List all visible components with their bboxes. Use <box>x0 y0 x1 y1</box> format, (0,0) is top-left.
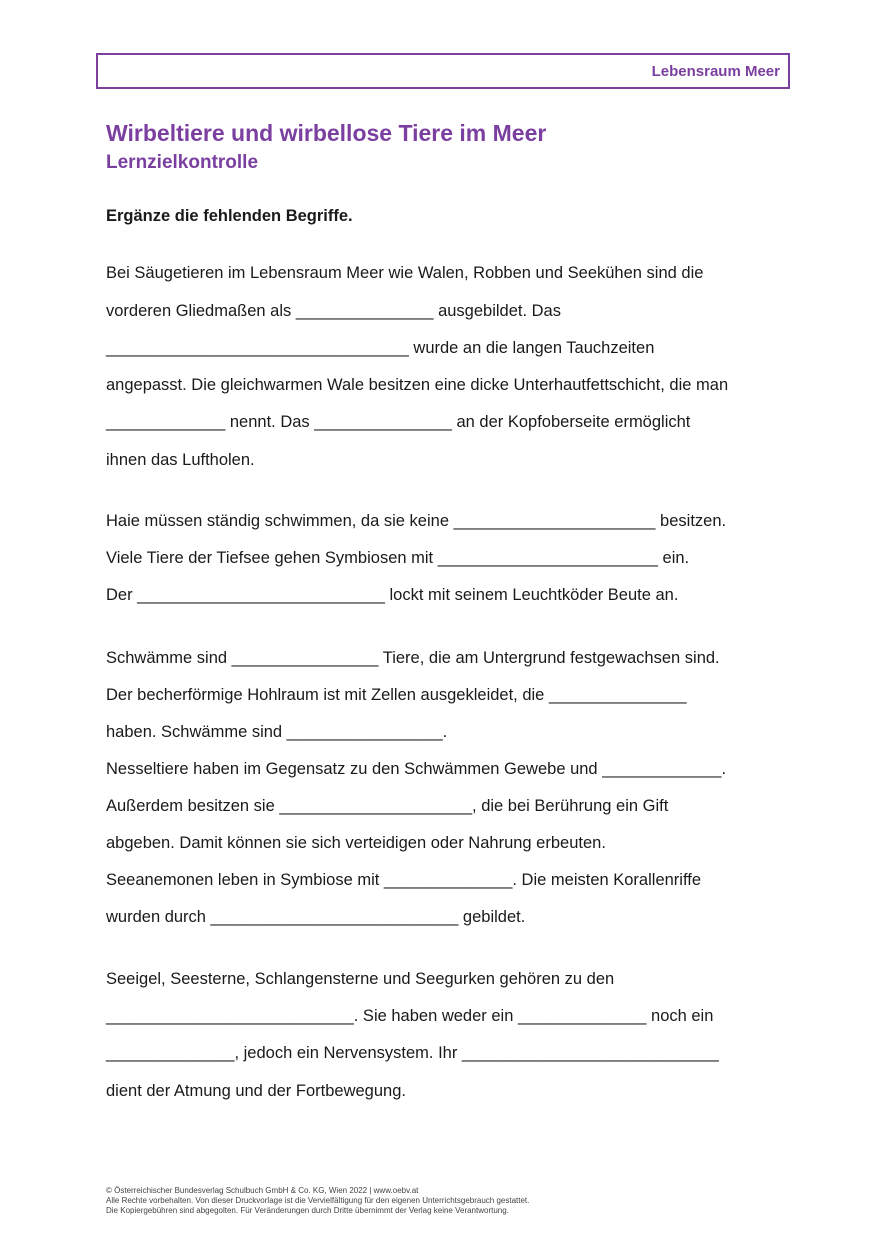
text-line: Bei Säugetieren im Lebensraum Meer wie Walen, Robben und Seekühen sind die <box>106 264 704 282</box>
text-line: wurden durch ___________________________ gebildet. <box>106 908 526 926</box>
header-label: Lebensraum Meer <box>651 63 780 80</box>
footer-line: © Österreichischer Bundesverlag Schulbuch GmbH & Co. KG, Wien 2022 | www.oebv.at <box>106 1186 419 1195</box>
text-line: Der ___________________________ lockt mit seinem Leuchtköder Beute an. <box>106 586 679 604</box>
text-line: _________________________________ wurde an die langen Tauchzeiten <box>106 339 655 357</box>
text-line: Außerdem besitzen sie _____________________, die bei Berührung ein Gift <box>106 797 669 815</box>
text-line: Viele Tiere der Tiefsee gehen Symbiosen mit ________________________ ein. <box>106 549 690 567</box>
page-subtitle: Lernzielkontrolle <box>106 152 259 173</box>
text-line: vorderen Gliedmaßen als _______________ ausgebildet. Das <box>106 302 561 320</box>
text-line: haben. Schwämme sind _________________. <box>106 723 448 741</box>
header-box <box>96 53 790 89</box>
text-line: Nesseltiere haben im Gegensatz zu den Schwämmen Gewebe und _____________. <box>106 760 727 778</box>
instruction: Ergänze die fehlenden Begriffe. <box>106 207 353 225</box>
text-line: angepasst. Die gleichwarmen Wale besitzen eine dicke Unterhautfettschicht, die man <box>106 376 729 394</box>
text-line: dient der Atmung und der Fortbewegung. <box>106 1082 406 1100</box>
text-line: Seeigel, Seesterne, Schlangensterne und Seegurken gehören zu den <box>106 970 615 988</box>
footer <box>106 1186 529 1216</box>
text-line: ihnen das Luftholen. <box>106 451 255 469</box>
text-line: ___________________________. Sie haben weder ein ______________ noch ein <box>106 1007 714 1025</box>
page-title: Wirbeltiere und wirbellose Tiere im Meer <box>106 120 547 146</box>
text-line: Seeanemonen leben in Symbiose mit ______________. Die meisten Korallenriffe <box>106 871 701 889</box>
text-line: ______________, jedoch ein Nervensystem. Ihr ____________________________ <box>106 1044 719 1062</box>
text-line: abgeben. Damit können sie sich verteidigen oder Nahrung erbeuten. <box>106 834 606 852</box>
text-line: _____________ nennt. Das _______________ an der Kopfoberseite ermöglicht <box>106 413 691 431</box>
footer-line: Alle Rechte vorbehalten. Von dieser Druckvorlage ist die Vervielfältigung für den eigenen Unterrichtsgebrauch gestattet. <box>106 1196 530 1205</box>
footer-line: Die Kopiergebühren sind abgegolten. Für Veränderungen durch Dritte übernimmt der Verlag keine Verantwortung. <box>106 1206 509 1215</box>
text-line: Schwämme sind ________________ Tiere, die am Untergrund festgewachsen sind. <box>106 649 720 667</box>
text-line: Haie müssen ständig schwimmen, da sie keine ______________________ besitzen. <box>106 512 727 530</box>
text-line: Der becherförmige Hohlraum ist mit Zellen ausgekleidet, die _______________ <box>106 686 687 704</box>
